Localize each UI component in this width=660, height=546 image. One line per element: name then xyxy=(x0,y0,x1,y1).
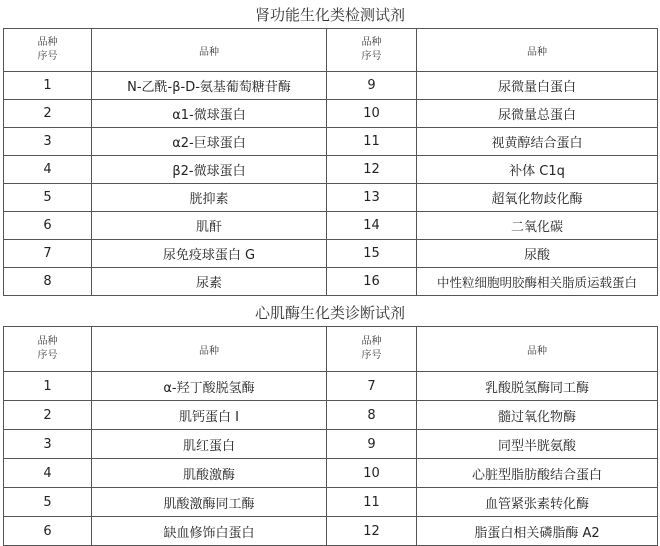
seq-cell: 11 xyxy=(327,128,417,156)
name-header-right: 品种 xyxy=(417,29,658,72)
table-header-row xyxy=(4,327,658,372)
renal-function-reagents-title: 肾功能生化类检测试剂 xyxy=(254,6,405,24)
seq-cell: 3 xyxy=(4,430,92,459)
seq-cell: 3 xyxy=(4,128,92,156)
seq-cell: 5 xyxy=(4,488,92,517)
seq-cell: 7 xyxy=(327,372,417,401)
seq-header-right xyxy=(327,327,417,372)
name-cell: 脂蛋白相关磷脂酶 A2 xyxy=(417,517,658,546)
myocardial-enzyme-reagents-table xyxy=(3,326,658,546)
seq-cell: 13 xyxy=(327,184,417,212)
seq-cell: 11 xyxy=(327,488,417,517)
name-cell: 肌酸激酶 xyxy=(92,459,327,488)
name-cell: 缺血修饰白蛋白 xyxy=(92,517,327,546)
seq-cell: 2 xyxy=(4,100,92,128)
name-cell: α-羟丁酸脱氢酶 xyxy=(92,372,327,401)
name-cell: 肌钙蛋白 I xyxy=(92,401,327,430)
seq-cell: 2 xyxy=(4,401,92,430)
name-cell: 尿免疫球蛋白 G xyxy=(92,240,327,268)
seq-cell: 10 xyxy=(327,100,417,128)
table-row xyxy=(4,268,658,296)
name-cell: 髓过氧化物酶 xyxy=(417,401,658,430)
seq-header-line1: 品种 xyxy=(361,37,382,48)
seq-header-line1: 品种 xyxy=(37,336,58,347)
name-header-right: 品种 xyxy=(417,327,658,372)
table-row xyxy=(4,212,658,240)
name-cell: 尿微量白蛋白 xyxy=(417,72,658,100)
seq-cell: 1 xyxy=(4,72,92,100)
seq-cell: 5 xyxy=(4,184,92,212)
name-cell: 尿微量总蛋白 xyxy=(417,100,658,128)
seq-header-line2: 序号 xyxy=(37,350,58,361)
name-cell: 肌酸激酶同工酶 xyxy=(92,488,327,517)
table-row xyxy=(4,459,658,488)
table-row xyxy=(4,401,658,430)
seq-cell: 14 xyxy=(327,212,417,240)
name-cell: 视黄醇结合蛋白 xyxy=(417,128,658,156)
table-row xyxy=(4,430,658,459)
name-cell: 肌红蛋白 xyxy=(92,430,327,459)
table-header-row xyxy=(4,29,658,72)
seq-cell: 1 xyxy=(4,372,92,401)
table-row xyxy=(4,100,658,128)
table-row xyxy=(4,240,658,268)
table-row xyxy=(4,128,658,156)
name-cell: 超氧化物歧化酶 xyxy=(417,184,658,212)
seq-cell: 12 xyxy=(327,156,417,184)
name-cell: 尿素 xyxy=(92,268,327,296)
table-row xyxy=(4,372,658,401)
name-cell: α1-微球蛋白 xyxy=(92,100,327,128)
seq-header-line2: 序号 xyxy=(37,51,58,62)
name-cell: 血管紧张素转化酶 xyxy=(417,488,658,517)
seq-cell: 9 xyxy=(327,72,417,100)
seq-header-line1: 品种 xyxy=(361,336,382,347)
seq-cell: 7 xyxy=(4,240,92,268)
name-cell: 二氧化碳 xyxy=(417,212,658,240)
renal-function-reagents-table xyxy=(3,28,658,296)
seq-header-line1: 品种 xyxy=(37,37,58,48)
table-row xyxy=(4,72,658,100)
seq-cell: 15 xyxy=(327,240,417,268)
name-cell: β2-微球蛋白 xyxy=(92,156,327,184)
myocardial-enzyme-reagents-title: 心肌酶生化类诊断试剂 xyxy=(254,304,405,322)
seq-header-line2: 序号 xyxy=(361,51,382,62)
seq-cell: 9 xyxy=(327,430,417,459)
table-row xyxy=(4,488,658,517)
seq-cell: 6 xyxy=(4,212,92,240)
name-cell: 中性粒细胞明胶酶相关脂质运载蛋白 xyxy=(417,268,658,296)
name-cell: 胱抑素 xyxy=(92,184,327,212)
name-cell: N-乙酰-β-D-氨基葡萄糖苷酶 xyxy=(92,72,327,100)
name-cell: 乳酸脱氢酶同工酶 xyxy=(417,372,658,401)
name-cell: 补体 C1q xyxy=(417,156,658,184)
seq-cell: 10 xyxy=(327,459,417,488)
table-row xyxy=(4,184,658,212)
seq-cell: 4 xyxy=(4,156,92,184)
name-cell: 尿酸 xyxy=(417,240,658,268)
seq-cell: 4 xyxy=(4,459,92,488)
seq-header-line2: 序号 xyxy=(361,350,382,361)
name-header-left: 品种 xyxy=(92,29,327,72)
seq-cell: 8 xyxy=(327,401,417,430)
name-cell: α2-巨球蛋白 xyxy=(92,128,327,156)
seq-cell: 12 xyxy=(327,517,417,546)
seq-cell: 6 xyxy=(4,517,92,546)
table-row xyxy=(4,156,658,184)
seq-cell: 8 xyxy=(4,268,92,296)
name-cell: 肌酐 xyxy=(92,212,327,240)
seq-cell: 16 xyxy=(327,268,417,296)
seq-header-left xyxy=(4,29,92,72)
seq-header-right xyxy=(327,29,417,72)
seq-header-left xyxy=(4,327,92,372)
name-cell: 同型半胱氨酸 xyxy=(417,430,658,459)
table-row xyxy=(4,517,658,546)
name-cell: 心脏型脂肪酸结合蛋白 xyxy=(417,459,658,488)
name-header-left: 品种 xyxy=(92,327,327,372)
